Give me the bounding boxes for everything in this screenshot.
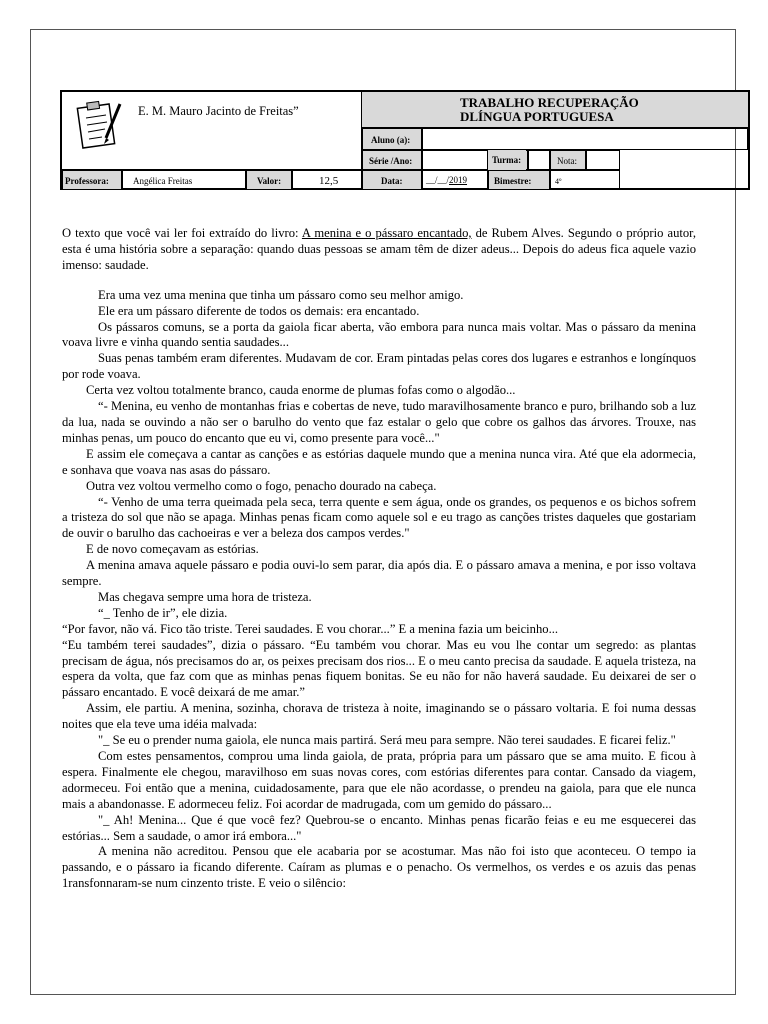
story-paragraph: E assim ele começava a cantar as canções e as estórias daquele mundo que a menina nunca vira. Até que ela adormecia, e sonhava que voava nas asas do pássaro. [62,446,696,477]
book-title: A menina e o pássaro encantado, [301,226,472,240]
aluno-label-cell [362,128,422,150]
aluno-label: Aluno (a): [371,135,411,145]
serie-field[interactable] [422,150,488,170]
story-paragraph: “Por favor, não vá. Fico tão triste. Terei saudades. E vou chorar...” E a menina fazia um beicinho... [62,621,559,636]
professora-value: Angélica Freitas [133,176,193,186]
document-body [62,226,696,892]
data-year: 2019 [449,175,468,185]
story-paragraph: “Eu também terei saudades”, dizia o pássaro. “Eu também vou chorar. Mas eu vou lhe contar um segredo: as plantas precisam de água, nós precisamos do ar, os peixes precisam dos rios... E o meu canto precisa da saudade. E aquela tristeza, na espera da volta, que faz com que as minhas penas fiquem bonitas. Se eu não for não haverá saudade. Eu deixarei de ser o pássaro encantado. E você deixará de me amar.” [62,637,696,700]
story-paragraph: Outra vez voltou vermelho como o fogo, penacho dourado na cabeça. [86,478,437,493]
story-paragraph: Com estes pensamentos, comprou uma linda gaiola, de prata, própria para um pássaro que se ama muito. E ficou à espera. Finalmente ele chegou, maravilhoso em suas novas cores, com estórias diferentes para contar. Cansado da viagem, adormeceu. Foi então que a menina, cuidadosamente, para que ele não acordasse, o prendeu na gaiola, para que ele nunca mais a abandonasse. E adormeceu feliz. Foi acordar de madrugada, com um gemido do pássaro... [62,749,696,811]
serie-label: Série /Ano: [369,156,413,166]
story-paragraph: Assim, ele partiu. A menina, sozinha, chorava de tristeza à noite, imaginando se o pássaro voltaria. E foi numa dessas noites que ela teve uma idéia malvada: [62,701,696,732]
turma-label: Turma: [492,155,522,165]
story-paragraph: “- Venho de uma terra queimada pela seca, terra quente e sem água, onde os grandes, os pequenos e os bichos sofrem a tristeza do sol que não se apaga. Minhas penas ficam como aquele sol e eu trago as canções tristes daqueles que gostariam de ouvir o barulho das cachoeiras e ver a beleza dos campos verdes." [62,494,696,541]
title-line-2: DLÍNGUA PORTUGUESA [460,109,614,124]
bimestre-value-cell [550,170,620,190]
bimestre-label-cell [488,170,550,190]
valor-value-cell [292,170,362,190]
story-paragraph: A menina não acreditou. Pensou que ele acabaria por se acostumar. Mas não foi isto que aconteceu. O tempo ia passando, e o pássaro ia ficando diferente. Caíram as plumas e o penacho. Os vermelhos, os verdes e os azuis das penas 1ransfonnaram-se num cinzento triste. E veio o silêncio: [62,844,696,891]
school-cell [62,92,362,170]
story-paragraph: “_ Tenho de ir”, ele dizia. [98,605,228,620]
story-paragraph: Era uma vez uma menina que tinha um pássaro como seu melhor amigo. [98,287,464,302]
story-paragraph: Mas chegava sempre uma hora de tristeza. [98,589,312,604]
intro-text-after: de Rubem Alves. Segundo o próprio autor, esta é uma história sobre a separação: quando duas pessoas se amam têm de dizer adeus... Depois do adeus fica aquele vazio imenso: saudade. [62,226,697,272]
story-paragraph: "_ Se eu o prender numa gaiola, ele nunca mais partirá. Será meu para sempre. Não terei saudades. E ficarei feliz." [98,733,676,748]
header-table [60,90,750,190]
valor-label: Valor: [257,176,282,186]
nota-label-cell [550,150,586,170]
story-paragraph: E de novo começavam as estórias. [86,542,259,557]
title-cell [362,92,748,128]
bimestre-label: Bimestre: [494,176,532,186]
story-paragraph: “- Menina, eu venho de montanhas frias e cobertas de neve, tudo maravilhosamente branco e puro, brilhando sob a luz da lua, nada se ouvindo a não ser o barulho do vento que faz estalar o gelo que cobre os galhos das árvores. Trouxe, nas minhas penas, um pouco do encanto que eu vi, como presente para você..." [62,399,696,445]
clipboard-icon [72,98,128,150]
story-paragraph: "_ Ah! Menina... Que é que você fez? Quebrou-se o encanto. Minhas penas ficarão feias e eu me esquecerei das estórias... Sem a saudade, o amor irá embora..." [62,812,696,843]
aluno-field[interactable] [422,128,748,150]
turma-label-wrap [488,150,526,170]
story-paragraph: Certa vez voltou totalmente branco, cauda enorme de plumas fofas como o algodão... [86,383,516,398]
story-paragraph: Os pássaros comuns, se a porta da gaiola ficar aberta, vão embora para nunca mais voltar. Mas o pássaro da menina voava livre e vinha quando sentia saudades... [62,319,696,350]
data-blanks: __/__/ [426,175,450,185]
professora-label-cell [62,170,122,190]
data-label-cell [362,170,422,190]
valor-value: 12,5 [319,175,339,187]
data-value-cell[interactable] [422,170,488,190]
intro-paragraph [62,226,696,274]
data-label: Data: [381,176,403,186]
valor-label-cell [246,170,292,190]
nota-field[interactable] [586,150,620,170]
serie-label-cell [362,150,422,170]
bimestre-value: 4º [555,177,562,186]
story-paragraph: Suas penas também eram diferentes. Mudavam de cor. Eram pintadas pelas cores dos lugares e estranhos e longínquos por rode voava. [62,351,696,382]
school-name: E. M. Mauro Jacinto de Freitas” [138,104,299,118]
intro-text-before: O texto que você vai ler foi extraído do livro: [62,226,302,240]
professora-label: Professora: [65,176,109,186]
story-text [62,288,696,892]
turma-field[interactable] [528,150,550,170]
title-line-1: TRABALHO RECUPERAÇÃO [460,95,639,110]
nota-label: Nota: [557,156,577,166]
data-value [426,175,467,185]
story-paragraph: Ele era um pássaro diferente de todos os demais: era encantado. [98,303,420,318]
professora-value-cell [122,170,246,190]
story-paragraph: A menina amava aquele pássaro e podia ouvi-lo sem parar, dia após dia. E o pássaro amava a menina, e por isso voltava sempre. [62,558,696,589]
